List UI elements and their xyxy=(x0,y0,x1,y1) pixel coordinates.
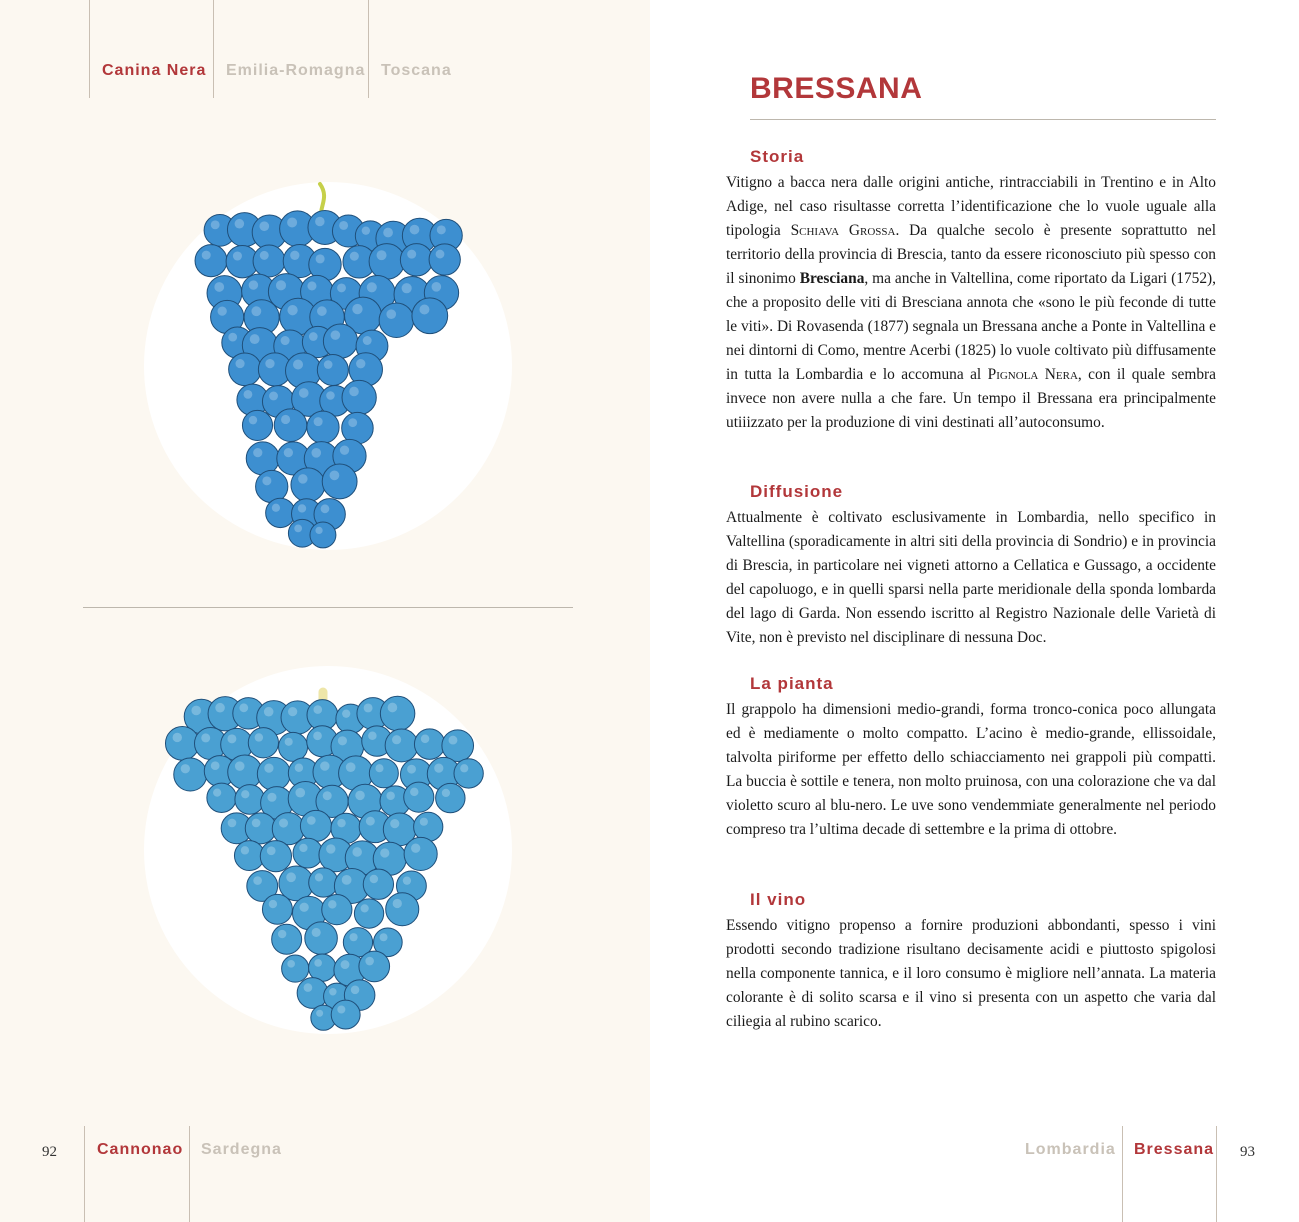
grape-bunch-elongated-icon xyxy=(180,178,480,558)
tab-divider xyxy=(89,0,90,98)
synonym-highlight: Bresciana xyxy=(799,270,865,287)
tab-divider xyxy=(213,0,214,98)
title-underline xyxy=(750,119,1216,120)
section-body-storia: Vitigno a bacca nera dalle origini antiche, rintracciabili in Trentino e in Alto Adige, nel caso risultasse corretta l’identificazione che lo vuole uguale alla tipologia Schiava Grossa. Da qualche secolo è presente soprattutto nel territorio della provincia di Brescia, tanto da essere riconosciuto più spesso con il sinonimo Bresciana, ma anche in Valtellina, come riportato da Ligari (1752), che a proposito delle viti di Bresciana annota che «sono le più feconde di tutte le viti». Di Rovasenda (1877) segnala un Bressana anche a Ponte in Valtellina e nei dintorni di Como, mentre Acerbi (1825) lo vuole coltivato più diffusamente in tutta la Lombardia e lo accomuna al Pignola Nera, con il quale sembra invece non avere nulla a che fare. Un tempo il Bressana era principalmente utiiizzato per la produzione di vini destinati all’autoconsumo. xyxy=(726,174,1217,431)
tab-divider xyxy=(84,1126,85,1222)
section-heading-la-pianta: La pianta xyxy=(750,674,834,693)
grape-bunch-conical-icon xyxy=(160,686,500,1031)
right-page xyxy=(650,0,1299,1222)
section-heading-il-vino: Il vino xyxy=(750,890,807,909)
section-body-il-vino: Essendo vitigno propenso a fornire produzioni abbondanti, spesso i vini prodotti secondo tradizione risultano decisamente acidi e piuttosto spigolosi nella componente tannica, e il loro consumo è migliore nell’annata. La materia colorante è di solito scarsa e il vino si presenta con un aspetto che varia dal ciliegia al rubino scarico. xyxy=(726,917,1216,1030)
page-number-right: 93 xyxy=(1240,1144,1255,1160)
tab-lombardia[interactable]: Lombardia xyxy=(1025,1141,1116,1158)
tab-cannonao[interactable]: Cannonao xyxy=(97,1141,184,1158)
tab-canina-nera[interactable]: Canina Nera xyxy=(102,62,207,79)
section-heading-storia: Storia xyxy=(750,147,805,166)
section-body-la-pianta: Il grappolo ha dimensioni medio-grandi, forma tronco-conica poco allungata ed è mediamente o molto compatto. L’acino è medio-grande, ellissoidale, talvolta piriforme per effetto dello schiacciamento nei grappoli più compatti. La buccia è sottile e tenera, non molto pruinosa, con una colorazione che va dal violetto scuro al blu-nero. Le uve sono vendemmiate generalmente nel periodo compreso tra l’ultima decade di settembre e la prima di ottobre. xyxy=(726,701,1216,838)
variety-reference: Pignola Nera xyxy=(987,366,1078,383)
page-title: BRESSANA xyxy=(750,72,923,105)
tab-divider xyxy=(1216,1126,1217,1222)
tab-toscana[interactable]: Toscana xyxy=(381,62,452,79)
section-body-diffusione: Attualmente è coltivato esclusivamente in Lombardia, nello specifico in Valtellina (sporadicamente in altri siti della provincia di Sondrio) e in provincia di Brescia, in particolare nei vigneti attorno a Cellatica e Gussago, a occidente del capoluogo, e in quelli sparsi nella parte meridionale della sponda lombarda del lago di Garda. Non essendo iscritto al Registro Nazionale delle Varietà di Vite, non è previsto nel disciplinare di nessuna Doc. xyxy=(726,509,1216,646)
image-separator xyxy=(83,607,573,608)
tab-divider xyxy=(189,1126,190,1222)
tab-emilia-romagna[interactable]: Emilia-Romagna xyxy=(226,62,366,79)
tab-divider xyxy=(368,0,369,98)
page-number-left: 92 xyxy=(42,1144,57,1160)
variety-reference: Schiava Grossa xyxy=(790,222,896,239)
section-heading-diffusione: Diffusione xyxy=(750,482,844,501)
tab-bressana[interactable]: Bressana xyxy=(1134,1141,1215,1158)
tab-divider xyxy=(1122,1126,1123,1222)
tab-sardegna[interactable]: Sardegna xyxy=(201,1141,282,1158)
